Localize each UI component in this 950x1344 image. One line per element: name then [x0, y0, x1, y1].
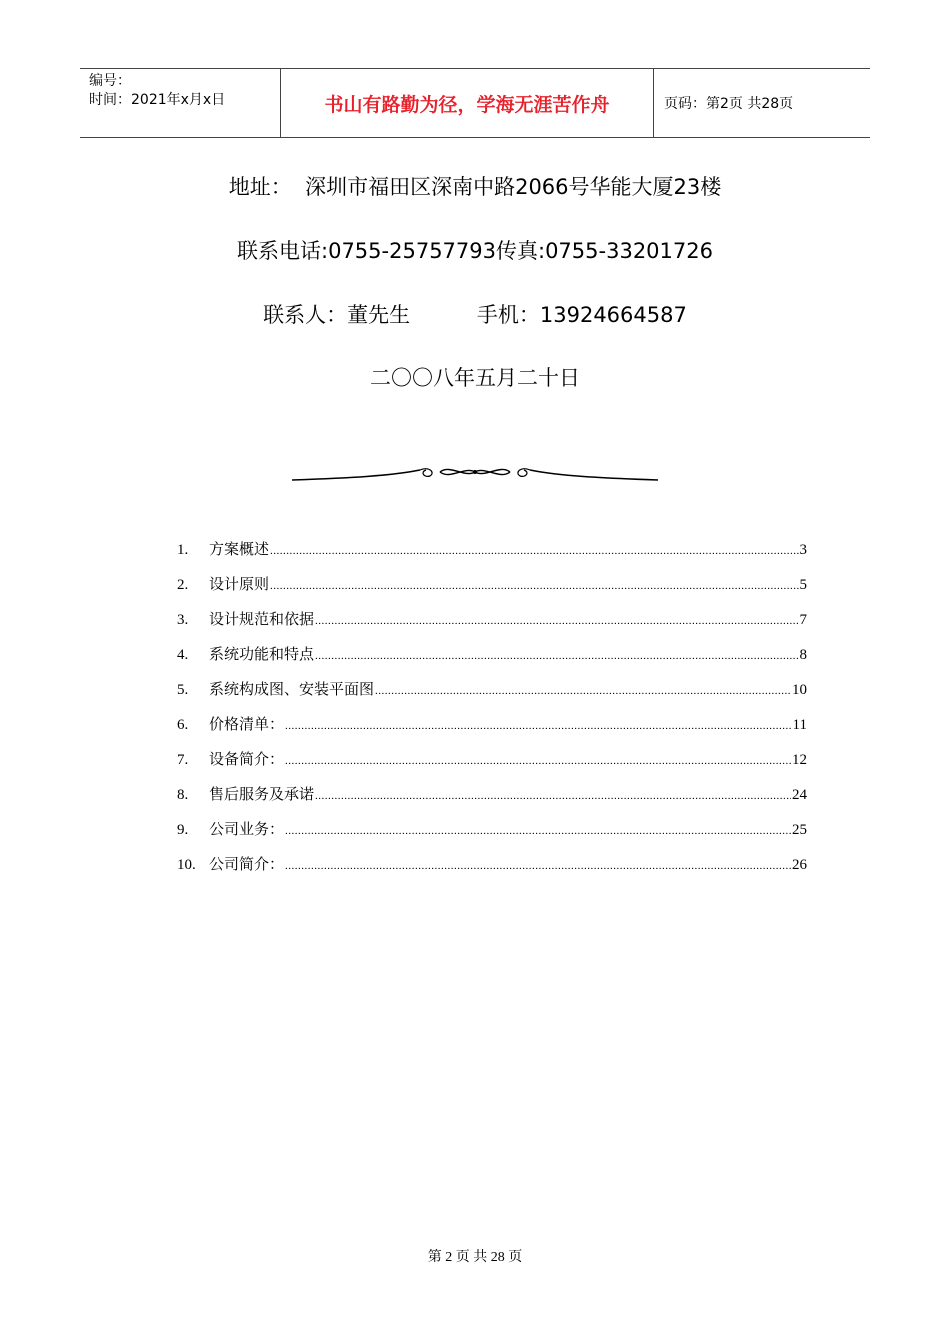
header-table: [80, 68, 870, 138]
toc-entry-page: 10: [792, 682, 807, 698]
toc-entry-title: 设计规范和依据: [209, 612, 315, 628]
toc-entry[interactable]: [177, 678, 807, 713]
toc-entry-title: 公司简介：: [209, 857, 285, 873]
toc-entry-page: 25: [792, 822, 807, 838]
toc-entry-leader: [315, 650, 798, 662]
toc-entry-leader: [270, 545, 798, 557]
toc-entry-number: 7.: [177, 752, 189, 768]
toc-entry-title: 设计原则: [209, 577, 270, 593]
toc-entry[interactable]: [177, 538, 807, 573]
toc-entry-title: 系统功能和特点: [209, 647, 315, 663]
header-meta-cell: [80, 69, 281, 137]
table-of-contents: [177, 538, 807, 888]
document-number-label: 编号：: [89, 73, 131, 89]
toc-entry[interactable]: [177, 783, 807, 818]
toc-entry-title: 系统构成图、安装平面图: [209, 682, 375, 698]
toc-entry-page: 11: [792, 717, 807, 733]
toc-entry-number: 4.: [177, 647, 189, 663]
toc-entry-leader: [375, 685, 791, 697]
toc-entry-page: 5: [799, 577, 807, 593]
toc-entry-leader: [285, 860, 791, 872]
toc-entry-page: 7: [799, 612, 807, 628]
toc-entry-leader: [285, 720, 792, 732]
toc-entry-number: 3.: [177, 612, 189, 628]
toc-entry-number: 8.: [177, 787, 189, 803]
address-line: 地址： 深圳市福田区深南中路2066号华能大厦23楼: [228, 175, 722, 199]
ornamental-divider-icon: [290, 458, 660, 488]
toc-entry-leader: [315, 790, 791, 802]
toc-entry[interactable]: [177, 818, 807, 853]
toc-entry[interactable]: [177, 853, 807, 888]
header-motto: 书山有路勤为径，学海无涯苦作舟: [281, 69, 654, 137]
toc-entry[interactable]: [177, 643, 807, 678]
toc-entry-title: 方案概述: [209, 542, 270, 558]
toc-entry[interactable]: [177, 713, 807, 748]
toc-entry-page: 8: [799, 647, 807, 663]
date-line: 二〇〇八年五月二十日: [370, 366, 580, 390]
toc-entry-page: 26: [792, 857, 807, 873]
toc-entry-leader: [285, 825, 791, 837]
toc-entry-title: 价格清单：: [209, 717, 285, 733]
toc-entry-number: 9.: [177, 822, 189, 838]
toc-entry-number: 2.: [177, 577, 189, 593]
toc-entry-leader: [285, 755, 791, 767]
toc-entry-page: 12: [792, 752, 807, 768]
contact-person-line: 联系人：董先生 手机：13924664587: [263, 303, 687, 327]
phone-fax-line: 联系电话:0755-25757793传真:0755-33201726: [237, 239, 713, 263]
toc-entry-page: 3: [799, 542, 807, 558]
toc-entry[interactable]: [177, 573, 807, 608]
toc-entry-title: 设备简介：: [209, 752, 285, 768]
toc-entry-number: 10.: [177, 857, 196, 873]
page-footer: 第 2 页 共 28 页: [427, 1250, 523, 1265]
toc-entry[interactable]: [177, 748, 807, 783]
toc-entry-page: 24: [792, 787, 807, 803]
toc-entry-number: 6.: [177, 717, 189, 733]
toc-entry-number: 5.: [177, 682, 189, 698]
toc-entry[interactable]: [177, 608, 807, 643]
toc-entry-leader: [270, 580, 798, 592]
toc-entry-number: 1.: [177, 542, 189, 558]
header-page-info: 页码：第2页 共28页: [664, 96, 794, 112]
toc-entry-title: 售后服务及承诺: [209, 787, 315, 803]
document-time-label: 时间：2021年x月x日: [89, 92, 226, 108]
toc-entry-title: 公司业务：: [209, 822, 285, 838]
toc-entry-leader: [315, 615, 798, 627]
